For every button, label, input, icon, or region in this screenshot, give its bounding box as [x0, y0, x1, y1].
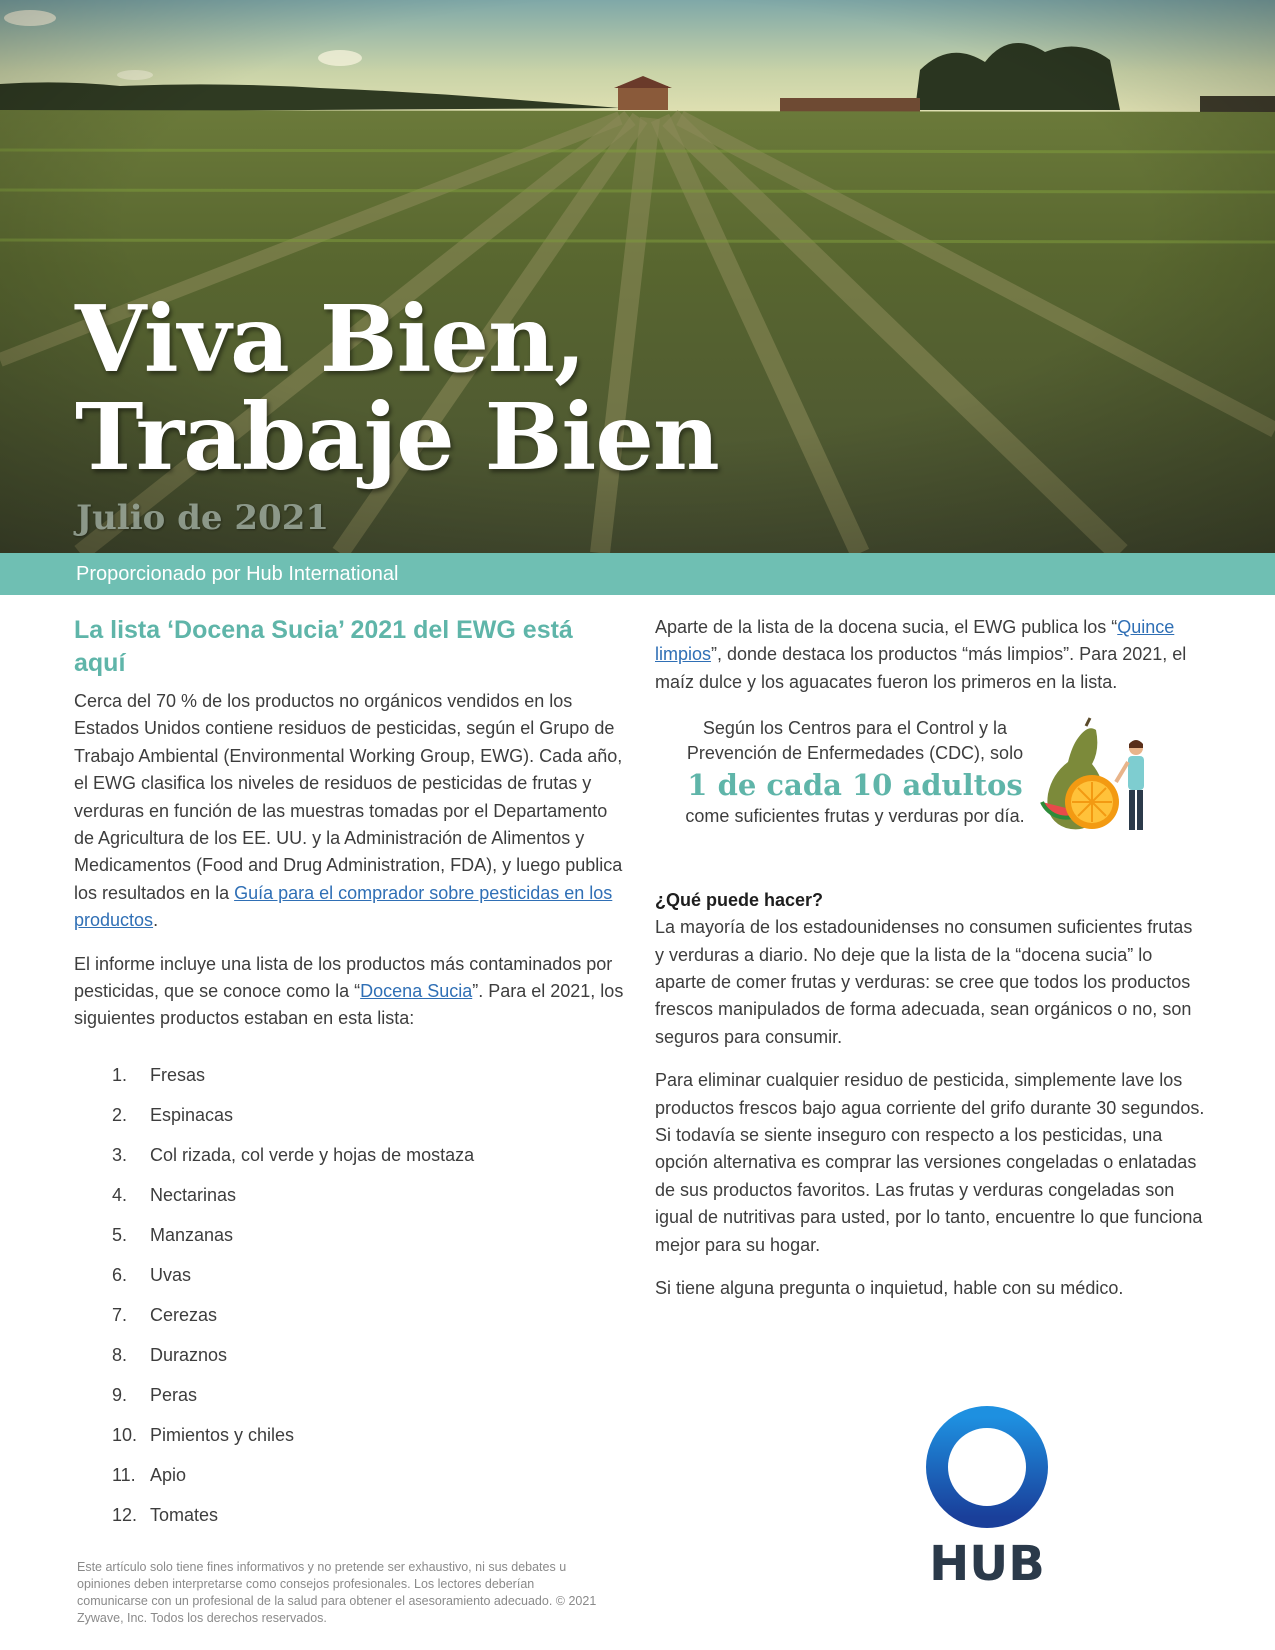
title-line-1: Viva Bien, — [75, 285, 585, 393]
callout-line-1: Según los Centros para el Control y la Prevención de Enfermedades (CDC), solo — [686, 718, 1024, 764]
list-item-text: Espinacas — [150, 1104, 234, 1125]
hero-image — [0, 0, 1275, 553]
list-item — [112, 1135, 630, 1175]
dirty-dozen-list — [74, 1055, 630, 1535]
list-item — [112, 1335, 630, 1375]
callout-line-2: come suficientes frutas y verduras por día. — [685, 806, 1025, 827]
callout-stat: 1 de cada 10 adultos — [687, 768, 1023, 803]
newsletter-title — [75, 285, 719, 491]
list-item-number: 2. — [112, 1104, 128, 1125]
intro-paragraph — [74, 688, 630, 935]
list-item-text: Col rizada, col verde y hojas de mostaza — [150, 1144, 475, 1165]
list-item-text: Pimientos y chiles — [150, 1424, 295, 1445]
article-heading: La lista ‘Docena Sucia’ 2021 del EWG está aquí — [74, 616, 573, 677]
report-text: El informe incluye una lista de los productos más contaminados por pesticidas, que se conoce como la “ — [74, 953, 613, 1002]
shoppers-guide-link[interactable]: Guía para el comprador sobre pesticidas en los productos — [74, 882, 613, 931]
list-item-text: Nectarinas — [150, 1184, 237, 1205]
intro-text: Cerca del 70 % de los productos no orgánicos vendidos en los Estados Unidos contiene residuos de pesticidas, según el Grupo de Trabajo Ambiental (Environmental Working Group, EWG). Cada año, el EWG clasifica los niveles de residuos de pesticidas de frutas y verduras en función de las muestras tomadas por el Departamento de Agricultura de los EE. UU. y la Administración de Alimentos y Medicamentos (Food and Drug Administration, FDA), y luego publica los resultados en la — [74, 691, 623, 903]
right-column — [655, 614, 1205, 1303]
list-item-text: Apio — [150, 1464, 187, 1485]
issue-date: Julio de 2021 — [76, 498, 330, 538]
list-item-text: Fresas — [150, 1064, 206, 1085]
list-item-text: Cerezas — [150, 1304, 218, 1325]
callout-text — [670, 716, 1040, 829]
list-item-number: 6. — [112, 1264, 128, 1285]
washing-paragraph: Para eliminar cualquier residuo de pesticida, simplemente lave los productos frescos bajo agua corriente del grifo durante 30 segundos. Si todavía se siente inseguro con respecto a los pesticidas, una opción alternativa es comprar las versiones congeladas o enlatadas de sus productos favoritos. Las frutas y verduras congeladas son igual de nutritivas para usted, por lo tanto, encuentre lo que funciona mejor para su hogar. — [655, 1070, 1205, 1255]
cdc-stat-callout — [655, 716, 1205, 868]
list-item — [112, 1095, 630, 1135]
list-item — [112, 1175, 630, 1215]
list-item-number: 10. — [112, 1424, 138, 1445]
doctor-paragraph: Si tiene alguna pregunta o inquietud, hable con su médico. — [655, 1278, 1124, 1299]
clean-fifteen-paragraph — [655, 614, 1205, 696]
report-text-end: ”. Para el 2021, los siguientes productos estaban en esta lista: — [74, 981, 624, 1029]
list-item-number: 8. — [112, 1344, 128, 1365]
list-item — [112, 1455, 630, 1495]
list-item-text: Peras — [150, 1384, 198, 1405]
clean-text-end: ”, donde destaca los productos “más limpios”. Para 2021, el maíz dulce y los aguacates fueron los primeros en la lista. — [655, 644, 1187, 692]
list-item-text: Tomates — [150, 1504, 219, 1525]
list-item — [112, 1375, 630, 1415]
hub-logo — [922, 1405, 1052, 1590]
list-item-number: 7. — [112, 1304, 128, 1325]
clean-fifteen-link[interactable]: Quince limpios — [655, 617, 1175, 665]
fruit-illustration — [1030, 716, 1155, 841]
list-item-number: 1. — [112, 1064, 128, 1085]
dirty-dozen-link[interactable]: Docena Sucia — [360, 981, 473, 1002]
list-item — [112, 1255, 630, 1295]
list-item — [112, 1295, 630, 1335]
list-item — [112, 1415, 630, 1455]
left-column — [74, 614, 630, 1535]
hub-logo-text: HUB — [929, 1536, 1045, 1590]
list-item-number: 11. — [112, 1464, 136, 1485]
report-paragraph — [74, 951, 630, 1033]
list-item-number: 5. — [112, 1224, 128, 1245]
list-item-text: Uvas — [150, 1264, 192, 1285]
list-item-number: 12. — [112, 1504, 138, 1525]
list-item-text: Duraznos — [150, 1344, 228, 1365]
advice-paragraph: La mayoría de los estadounidenses no consumen suficientes frutas y verduras a diario. No deje que la lista de la “docena sucia” lo aparte de comer frutas y verduras: se cree que todos los productos frescos manipulados de forma adecuada, sean orgánicos o no, son seguros para consumir. — [655, 917, 1193, 1047]
list-item-number: 9. — [112, 1384, 128, 1405]
disclaimer: Este artículo solo tiene fines informativos y no pretende ser exhaustivo, ni sus debates u opiniones deben interpretarse como consejos profesionales. Los lectores deberían comunicarse con un profesional de la salud para obtener el asesoramiento adecuado. © 2021 Zywave, Inc. Todos los derechos reservados. — [77, 1560, 597, 1625]
list-item — [112, 1055, 630, 1095]
provided-by-banner: Proporcionado por Hub International — [0, 553, 1275, 595]
list-item-number: 4. — [112, 1184, 128, 1205]
title-line-2: Trabaje Bien — [75, 383, 719, 491]
what-can-you-do-heading: ¿Qué puede hacer? — [655, 890, 824, 911]
list-item-number: 3. — [112, 1144, 128, 1165]
list-item — [112, 1495, 630, 1535]
list-item-text: Manzanas — [150, 1224, 234, 1245]
list-item — [112, 1215, 630, 1255]
clean-text: Aparte de la lista de la docena sucia, el EWG publica los “ — [655, 617, 1118, 637]
intro-text-end: . — [153, 910, 159, 931]
